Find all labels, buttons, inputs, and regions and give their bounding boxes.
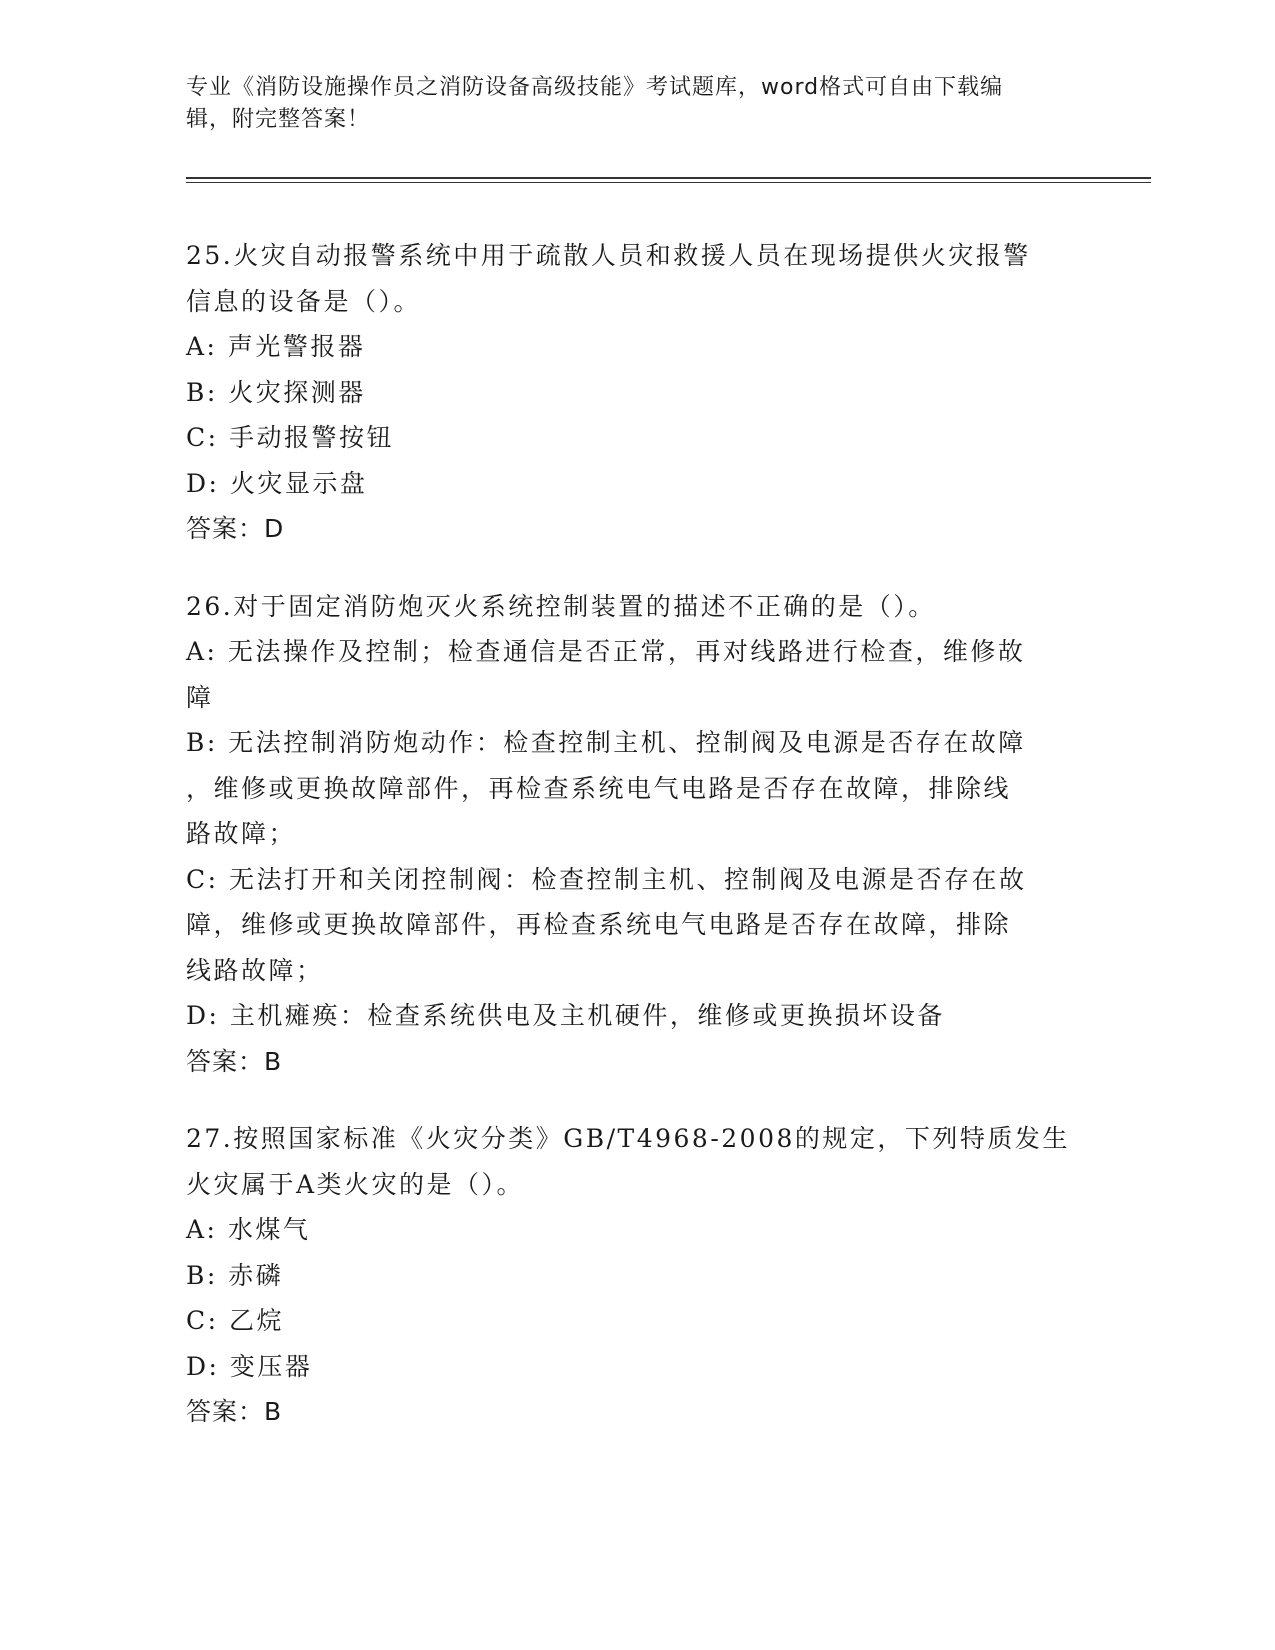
header-divider-bottom [186,182,1151,183]
header-divider-top [186,177,1151,179]
option-a-continued: 障 [186,682,214,712]
option-b: B: 赤磷 [186,1260,284,1290]
option-b: B: 无法控制消防炮动作：检查控制主机、控制阀及电源是否存在故障 [186,728,1026,757]
option-a: A: 声光警报器 [186,332,366,361]
answer-label: 答案：B [186,1046,283,1076]
option-d: D: 变压器 [186,1351,313,1381]
option-a: A: 水煤气 [186,1215,311,1244]
option-c: C: 无法打开和关闭控制阀：检查控制主机、控制阀及电源是否存在故 [186,864,1027,894]
option-d: D: 火灾显示盘 [186,468,368,498]
answer-label: 答案：B [186,1397,283,1426]
option-c-continued: 障，维修或更换故障部件，再检查系统电气电路是否存在故障，排除 [186,910,1012,939]
document-header [186,72,1066,136]
question-stem-line: 信息的设备是（）。 [186,286,422,316]
option-a: A: 无法操作及控制；检查通信是否正常，再对线路进行检查，维修故 [186,637,1026,666]
question-27 [186,1116,1076,1435]
header-line-2: 辑，附完整答案！ [186,107,371,132]
question-25 [186,233,1076,552]
question-stem-line: 27.按照国家标准《火灾分类》GB/T4968-2008的规定，下列特质发生 [186,1124,1070,1153]
option-b-continued: ，维修或更换故障部件，再检查系统电气电路是否存在故障，排除线 [186,773,1012,803]
answer-label: 答案：D [186,514,285,543]
question-list [186,233,1076,1467]
header-line-1: 专业《消防设施操作员之消防设备高级技能》考试题库，word格式可自由下载编 [186,75,1004,100]
option-c: C: 乙烷 [186,1306,284,1335]
question-stem-line: 26.对于固定消防炮灭火系统控制装置的描述不正确的是（）。 [186,591,936,621]
option-b-continued: 路故障； [186,819,297,848]
option-d: D: 主机瘫痪：检查系统供电及主机硬件，维修或更换损坏设备 [186,1001,945,1030]
option-c: C: 手动报警按钮 [186,423,394,452]
option-c-continued: 线路故障； [186,955,324,985]
question-26 [186,584,1076,1085]
question-stem-line: 25.火灾自动报警系统中用于疏散人员和救援人员在现场提供火灾报警 [186,241,1031,270]
option-b: B: 火灾探测器 [186,377,366,407]
question-stem-line: 火灾属于A类火灾的是（）。 [186,1169,525,1199]
